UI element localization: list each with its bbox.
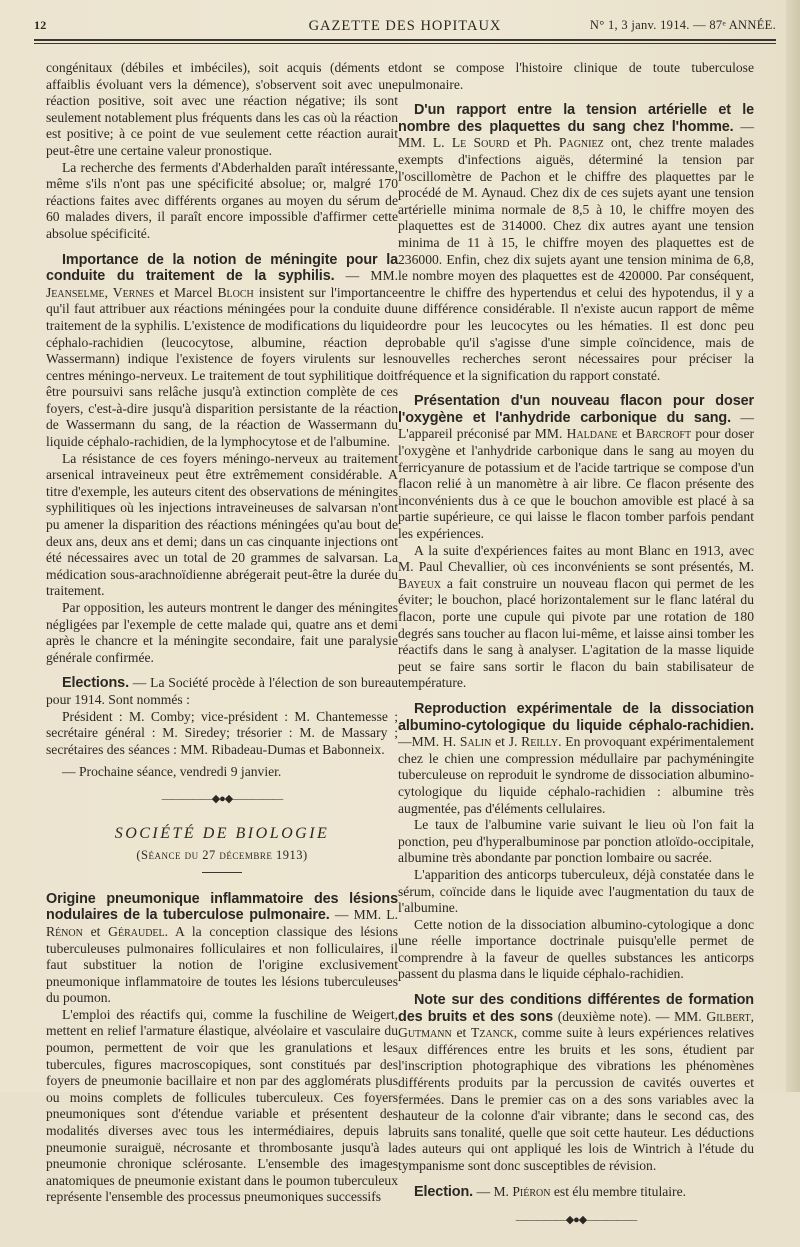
article-meningite: Importance de la notion de méningite pour la conduite du traitement de la syphilis. — MM. Jeanselme, Vernes et Marcel Bloch insistent sur l'importance qu'il faut attribuer aux réactions méningées pour la conduite du traitement de la syphilis. L'existence de modifications du liquide céphalo-rachidien (leucocytose, albumine, réaction de Wassermann) indique l'existence de foyers virulents sur les centres méningo-nerveux. Le traitement de tout syphilitique doit être poursuivi sans relâche jusqu'à extinction complète de ces foyers, c'est-à-dire jusqu'à disparition persistante de la réaction de Wassermann du sang, de la réaction de Wassermann du liquide céphalo-rachidien, de la lymphocytose et de l'albumine. [46,251,398,450]
paragraph: Par opposition, les auteurs montrent le danger des méningites négligées par l'exemple de cette malade qui, quatre ans et demi après le chancre et la méningite secondaire, fait une paralysie générale confirmée. [46,600,398,665]
journal-title: GAZETTE DES HOPITAUX [308,18,502,34]
article-title: Note sur des conditions différentes de formation des bruits et des sons [398,992,754,1025]
author-names: Pagniez [558,135,604,151]
next-session: — Prochaine séance, vendredi 9 janvier. [62,764,282,780]
author-names: Gilbert, Gutmann [398,1008,755,1041]
page-binding-edge [786,0,800,1092]
header-rule [34,39,776,41]
author-names: Tzanck [471,1025,514,1041]
paragraph: dont se compose l'histoire clinique de toute tuberculose pulmonaire. [398,60,754,92]
article-title: D'un rapport entre la tension artérielle et le nombre des plaquettes du sang chez l'homme. [398,102,754,135]
paragraph: La résistance de ces foyers méningo-nerveux au traitement arsenical intraveineux peut être extrêmement considérable. A titre d'exemple, les auteurs citent des observations de méningites syphilitiques où les injections intraveineuses de salvarsan n'ont pu amener la disparition des réactions méningées qu'au bout de deux ans, deux ans et demi; dans un cas cinquante injections ont été nécessaires avec un total de 20 grammes de salvarsan. La médication sous-arachnoïdienne abrégerait peut-être la durée du traitement. [46,450,398,599]
paragraph: L'emploi des réactifs qui, comme la fuschiline de Weigert, mettent en relief l'armature élastique, alvéolaire et vasculaire du poumon, permettent de voir que les granulations et les tubercules, figures macroscopiques, sont constitués par des foyers de pneumonie bacillaire et non par des agglomérats plus ou moins complets de follicules tuberculeux. Ces foyers pneumoniques sont d'étendue variable et présentent des modalités diverses avec tous les intermédiaires, depuis la pneumonie suraiguë, nécrosante et thrombosante jusqu'à la pneumonie chronique sclérosante. L'ensemble des images anatomiques de pneumonie existant dans le poumon tuberculeux représente l'ensemble des processus pneumoniques successifs [46,1006,398,1205]
author-names: Barcroft [635,426,692,442]
article-flacon: Présentation d'un nouveau flacon pour doser l'oxygène et l'anhydride carbonique du sang. — L'appareil préconisé par MM. Haldane et Barcroft pour doser l'oxygène et l'anhydride carbonique dans le sang au moyen du ferricyanure de potassium et de l'acide tartrique se compose d'un flacon relié à un manomètre à air libre. Ce flacon présente des inconvénients dus à ce que le bouchon amovible est placé à sa partie supérieure, ce qui laisse le flacon tomber parfois pendant les expériences. [398,393,755,542]
author-names: Haldane [566,426,618,442]
issue-date: N° 1, 3 janv. 1914. — 87ᵉ ANNÉE. [589,18,776,32]
article-title: Origine pneumonique inflammatoire des lésions nodulaires de la tuberculose pulmonaire. [46,890,398,924]
ornament-divider: —————◆●◆————— [515,1214,637,1227]
author-names: Bloch [217,284,254,300]
page-number: 12 [34,18,47,32]
author-names: Bayeux [398,575,442,591]
page-header [34,18,776,40]
paragraph: Cette notion de la dissociation albumino-cytologique a donc une réelle importance doctrinale puisqu'elle permet de comprendre à la faveur de quelles substances les anticorps passent du plasma dans le liquide céphalo-rachidien. [398,916,754,982]
article-title: Présentation d'un nouveau flacon pour doser l'oxygène et l'anhydride carbonique du sang. [398,393,754,426]
short-rule [202,872,242,873]
paragraph: La recherche des ferments d'Abderhalden paraît intéressante, même s'ils n'ont pas une spécificité absolue; or, malgré 170 réactions faites avec différents organes au moyen du sérum de 60 malades divers, il paraît encore impossible d'affirmer cette absolue spécificité. [46,159,398,241]
paragraph: L'apparition des anticorps tuberculeux, déjà constatée dans le sérum, coïncide dans le liquide avec l'augmentation du taux de l'albumine. [398,866,754,916]
author-names: Jeanselme, Vernes [46,284,155,300]
author-names: Rénon [46,923,83,939]
article-bruits: Note sur des conditions différentes de formation des bruits et des sons (deuxième note). — MM. Gilbert, Gutmann et Tzanck, comme suite à leurs expériences relatives aux différences entre les bruits et les sons, étudient par l'inscription photographique des vibrations les phénomènes différents produits par la percussion de cavités ouvertes et fermées. Dans le premier cas on a des sons variables avec la hauteur de la colonne d'air vibrante; dans le second cas, des bruits sans tonalité, quelle que soit cette hauteur. Les déductions des auteurs qui ont appliqué les lois de Wintrich à l'étude du tympanisme sont donc susceptibles de révision. [398,992,755,1173]
paragraph: Le taux de l'albumine varie suivant le lieu où l'on fait la ponction, peu d'hyperalbuminose par ponction atloïdo-occipitale, albumine très abondante par ponction lombaire ou sacrée. [398,817,754,866]
section-subtitle: (Séance du 27 décembre 1913) [136,848,308,863]
author-names: Géraudel [108,923,165,939]
article-pneumonique: Origine pneumonique inflammatoire des lésions nodulaires de la tuberculose pulmonaire. — MM. L. Rénon et Géraudel. A la conception classique des lésions tuberculeuses pulmonaires folliculaires et non folliculaires, il faut substituer la notion de l'origine exclusivement pneumonique inflammatoire de toutes les lésions tuberculeuses du poumon. [46,890,399,1006]
author-names: Reilly [521,734,559,750]
author-names: Salin [459,734,492,750]
article-title: Elections. [62,675,129,692]
ornament-divider: —————◆●◆————— [161,792,283,805]
article-elections: Elections. — La Société procède à l'élection de son bureau pour 1914. Sont nommés : [46,675,398,707]
article-title: Reproduction expérimentale de la dissociation albumino-cytologique du liquide céphalo-rachidien. [398,700,754,734]
paragraph: Président : M. Comby; vice-président : M. Chantemesse ; secrétaire général : M. Siredey; trésorier : M. de Massary ; secrétaires des séances : MM. Ribadeau-Dumas et Babonneix. [46,708,398,757]
paragraph: congénitaux (débiles et imbéciles), soit acquis (déments et affaiblis évoluant vers la démence), s'observent soit avec une réaction positive, soit avec une réaction négative; ils sont seulement notablement plus fréquents dans les cas où la réaction est positive; à ce point de vue seulement cette réaction aurait peut-être une certaine valeur pronostique. [46,60,398,158]
left-column [46,60,398,1206]
article-election: Election. — M. Piéron est élu membre titulaire. [414,1183,686,1200]
author-names: Piéron [512,1183,551,1199]
article-dissociation: Reproduction expérimentale de la dissociation albumino-cytologique du liquide céphalo-rachidien. —MM. H. Salin et J. Reilly. En provoquant expérimentalement chez le chien une compression médullaire par pachyméningite tuberculeuse on reproduit le syndrome de dissociation albumino-cytologique du liquide céphalo-rachidien : albumine très augmentée, pas d'éléments cellulaires. [398,700,755,816]
right-column [398,60,754,1247]
article-title: Importance de la notion de méningite pour la conduite du traitement de la syphilis. [46,251,398,285]
article-title: Election. [414,1183,474,1200]
section-title: SOCIÉTÉ DE BIOLOGIE [114,824,330,842]
author-names: Le Sourd [451,135,510,151]
header-rule-thin [34,43,776,44]
paragraph: A la suite d'expériences faites au mont Blanc en 1913, avec M. Paul Chevallier, où ces inconvénients se sont présentés, M. Bayeux a fait construire un nouveau flacon qui permet de les éviter; le bouchon, placé horizontalement sur le flanc latéral du flacon, porte une cupule qui pivote par une rotation de 180 degrés sans toucher au flacon lui-même, et laisse ainsi tomber les réactifs dans le sang à analyser. L'agitation de la masse liquide peut se faire sans sortir le flacon du bain stabilisateur de température. [398,542,754,691]
article-tension: D'un rapport entre la tension artérielle et le nombre des plaquettes du sang chez l'homme. — MM. L. Le Sourd et Ph. Pagniez ont, chez trente malades exempts d'infections aiguës, déterminé la tension par l'oscillomètre de Pachon et le chiffre des plaquettes par le procédé de M. Aynaud. Chez dix de ces sujets ayant une tension artérielle minima normale de 8,5 à 10, le chiffre moyen des plaquettes est de 314000. Chez dix autres ayant une tension minima de 11 à 15, le chiffre moyen des plaquettes est de 236000. Enfin, chez dix sujets ayant une tension minima de 6,8, le nombre moyen des plaquettes est de 420000. Par conséquent, entre le chiffre des hypertendus et celui des hypotendus, il y a une différence considérable. Il n'existe aucun rapport de même ordre pour les leucocytes ou les hématies. Il est donc peu probable qu'il s'agisse d'une simple coïncidence, mais de nouvelles recherches seront nécessaires pour préciser la fréquence et la signification du rapport constaté. [398,102,755,383]
